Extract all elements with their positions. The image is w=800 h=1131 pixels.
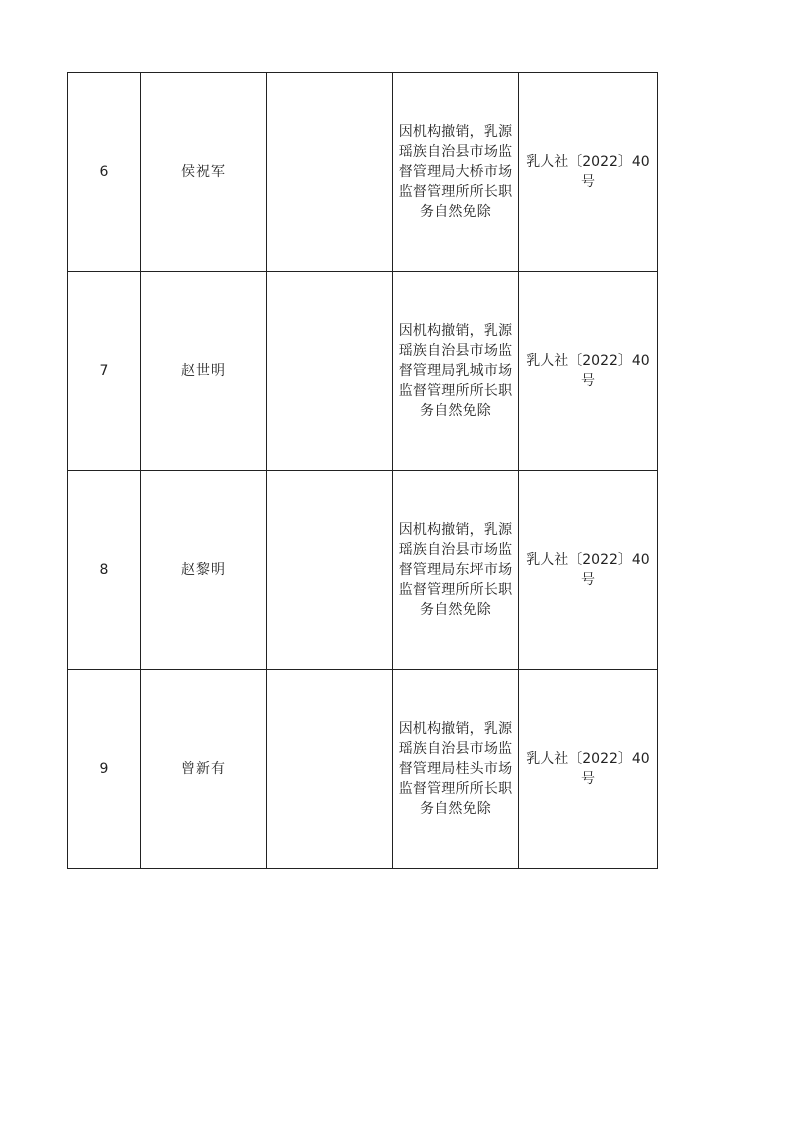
index-cell [68, 471, 141, 670]
document-cell [519, 73, 658, 272]
position-cell [267, 471, 393, 670]
reason-cell [393, 73, 519, 272]
personnel-table [67, 72, 658, 869]
table-row [68, 670, 658, 869]
table-row [68, 272, 658, 471]
row-index: 9 [99, 761, 109, 777]
row-index: 6 [99, 164, 109, 180]
reason-text: 因机构撤销，乳源瑶族自治县市场监督管理局乳城市场监督管理所所长职务自然免除 [398, 323, 513, 419]
reason-text: 因机构撤销，乳源瑶族自治县市场监督管理局大桥市场监督管理所所长职务自然免除 [398, 124, 513, 220]
document-number: 乳人社〔2022〕40号 [526, 154, 650, 190]
person-name: 侯祝军 [181, 164, 226, 180]
position-cell [267, 670, 393, 869]
document-number: 乳人社〔2022〕40号 [526, 353, 650, 389]
document-cell [519, 471, 658, 670]
reason-cell [393, 670, 519, 869]
document-cell [519, 272, 658, 471]
person-name: 赵世明 [181, 363, 226, 379]
document-cell [519, 670, 658, 869]
index-cell [68, 272, 141, 471]
table-row [68, 471, 658, 670]
name-cell [141, 272, 267, 471]
reason-text: 因机构撤销，乳源瑶族自治县市场监督管理局桂头市场监督管理所所长职务自然免除 [398, 721, 513, 817]
index-cell [68, 670, 141, 869]
name-cell [141, 670, 267, 869]
person-name: 赵黎明 [181, 562, 226, 578]
reason-cell [393, 471, 519, 670]
name-cell [141, 471, 267, 670]
row-index: 7 [99, 363, 109, 379]
position-cell [267, 73, 393, 272]
reason-text: 因机构撤销，乳源瑶族自治县市场监督管理局东坪市场监督管理所所长职务自然免除 [398, 522, 513, 618]
index-cell [68, 73, 141, 272]
person-name: 曾新有 [181, 761, 226, 777]
reason-cell [393, 272, 519, 471]
table-row [68, 73, 658, 272]
name-cell [141, 73, 267, 272]
document-number: 乳人社〔2022〕40号 [526, 751, 650, 787]
row-index: 8 [99, 562, 109, 578]
document-number: 乳人社〔2022〕40号 [526, 552, 650, 588]
position-cell [267, 272, 393, 471]
